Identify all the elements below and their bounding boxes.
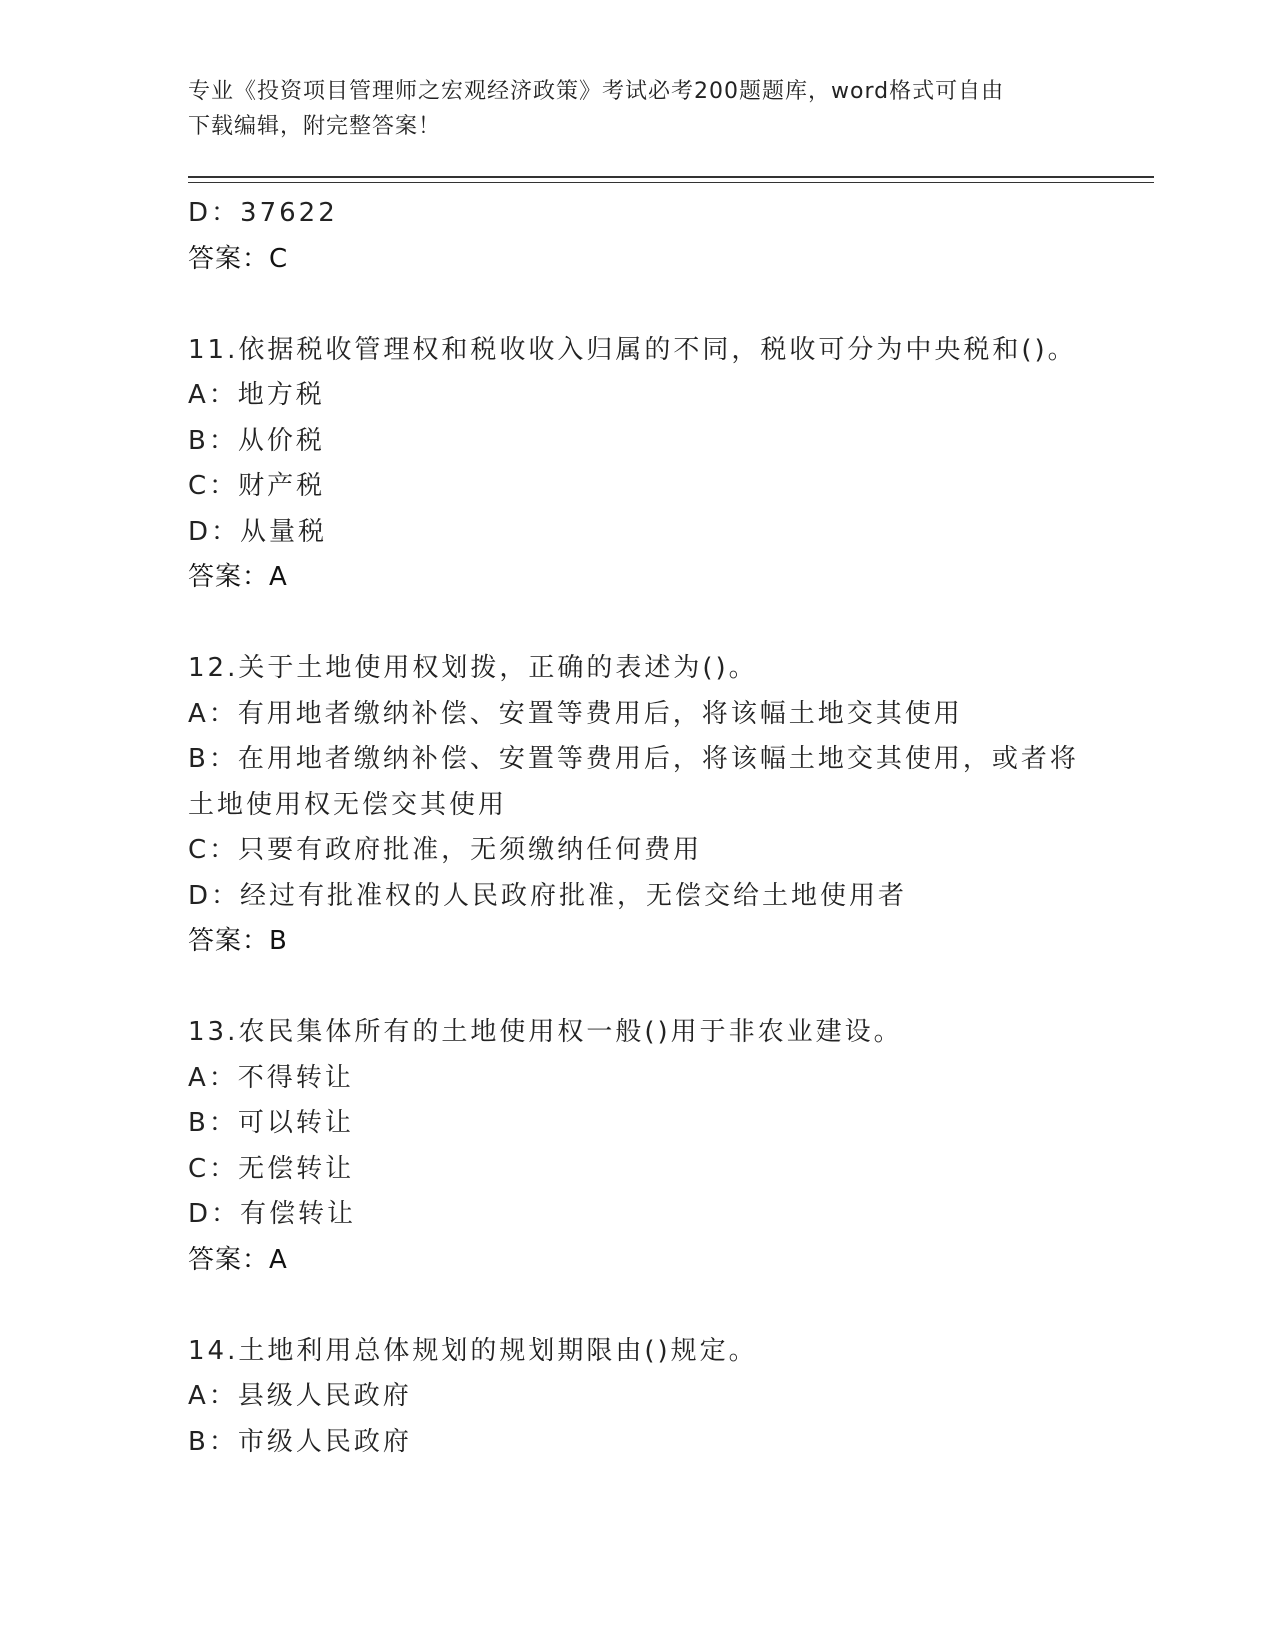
question-block-13 bbox=[188, 1010, 1088, 1283]
option-b: B：可以转让 bbox=[188, 1108, 354, 1138]
question-list bbox=[188, 191, 1088, 1465]
answer-line: 答案：A bbox=[188, 1244, 288, 1275]
question-block-12 bbox=[188, 646, 1088, 965]
question-block-14 bbox=[188, 1329, 1088, 1466]
option-a: A：县级人民政府 bbox=[188, 1381, 412, 1411]
option-d: D：从量税 bbox=[188, 516, 328, 547]
option-c: C：只要有政府批准，无须缴纳任何费用 bbox=[188, 835, 703, 865]
question-block-prev bbox=[188, 191, 1088, 282]
question-text: 14.土地利用总体规划的规划期限由()规定。 bbox=[188, 1335, 758, 1366]
header-line-1: 专业《投资项目管理师之宏观经济政策》考试必考200题题库，word格式可自由 bbox=[188, 79, 1005, 104]
option-c: C：财产税 bbox=[188, 471, 326, 501]
option-a: A：地方税 bbox=[188, 380, 325, 410]
option-a: A：有用地者缴纳补偿、安置等费用后，将该幅土地交其使用 bbox=[188, 698, 963, 729]
document-header bbox=[188, 74, 1088, 144]
option-d: D：37622 bbox=[188, 198, 338, 228]
option-c: C：无偿转让 bbox=[188, 1153, 355, 1184]
spacer bbox=[188, 1283, 1088, 1329]
option-d: D：经过有批准权的人民政府批准，无偿交给土地使用者 bbox=[188, 880, 908, 911]
option-d: D：有偿转让 bbox=[188, 1199, 357, 1229]
spacer bbox=[188, 965, 1088, 1011]
header-divider-thick bbox=[188, 176, 1154, 178]
option-b: B：从价税 bbox=[188, 425, 325, 456]
question-text: 12.关于土地使用权划拨，正确的表述为()。 bbox=[188, 653, 758, 683]
answer-line: 答案：A bbox=[188, 562, 288, 592]
spacer bbox=[188, 282, 1088, 328]
option-b: B：市级人民政府 bbox=[188, 1426, 412, 1457]
question-text: 11.依据税收管理权和税收收入归属的不同，税收可分为中央税和()。 bbox=[188, 334, 1077, 365]
question-text: 13.农民集体所有的土地使用权一般()用于非农业建设。 bbox=[188, 1017, 903, 1047]
answer-line: 答案：B bbox=[188, 926, 288, 956]
answer-line: 答案：C bbox=[188, 243, 289, 274]
header-line-2: 下载编辑，附完整答案！ bbox=[188, 114, 442, 139]
spacer bbox=[188, 601, 1088, 647]
option-b-line-1: B：在用地者缴纳补偿、安置等费用后，将该幅土地交其使用，或者将 bbox=[188, 744, 1079, 774]
option-a: A：不得转让 bbox=[188, 1062, 354, 1093]
question-block-11 bbox=[188, 328, 1088, 601]
option-b-line-2: 土地使用权无偿交其使用 bbox=[188, 789, 508, 820]
header-divider-thin bbox=[188, 182, 1154, 183]
